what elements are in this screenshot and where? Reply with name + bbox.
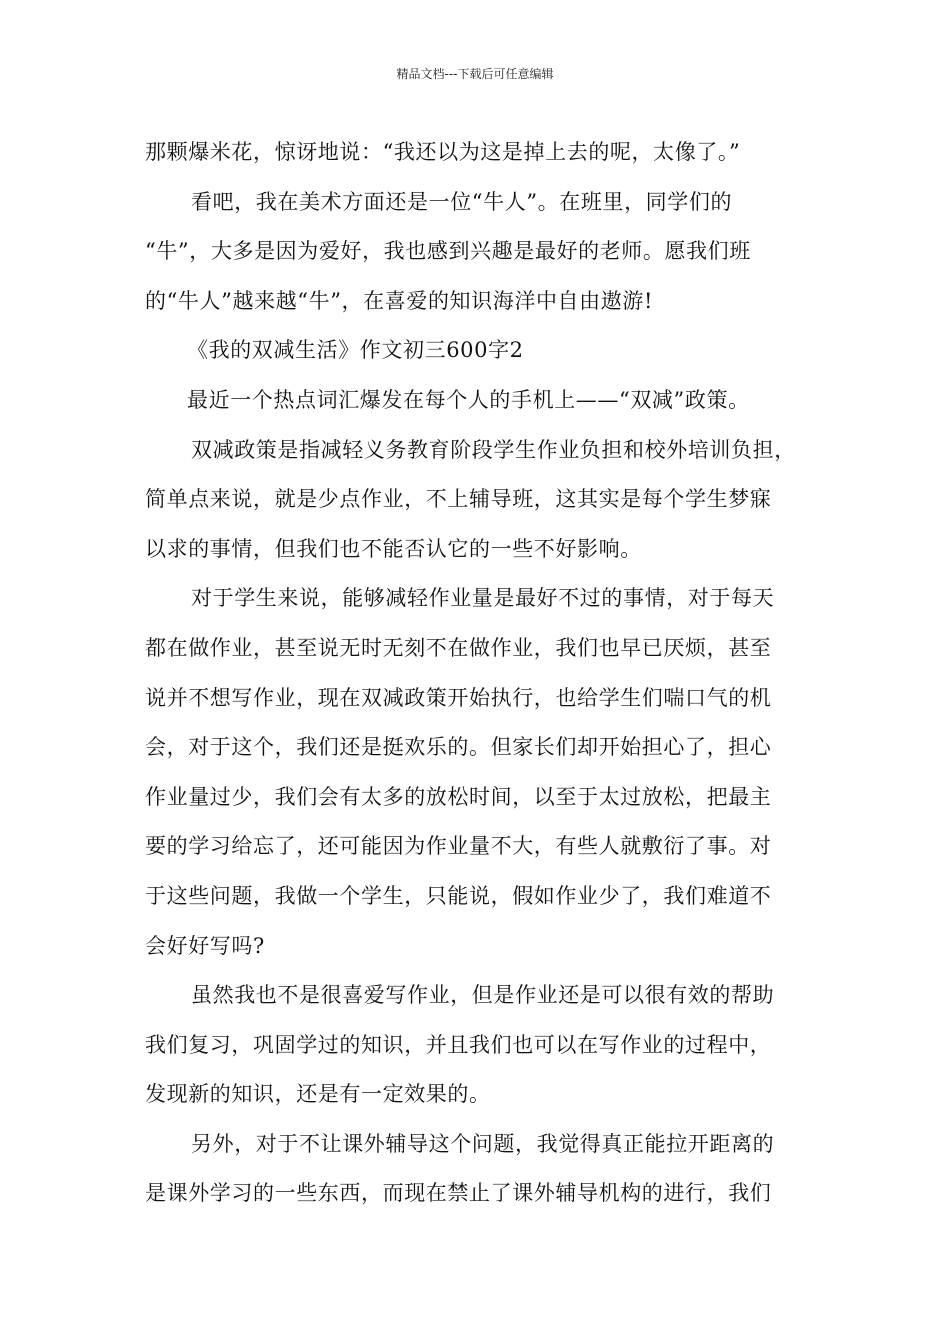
text-line: 看吧，我在美术方面还是一位“牛人”。在班里，同学们的 [191,189,733,214]
text-line: 最近一个热点词汇爆发在每个人的手机上——“双减”政策。 [187,387,750,412]
text-line: 作业量过少，我们会有太多的放松时间，以至于太过放松，把最主 [145,784,772,809]
text-line: 发现新的知识，还是有一定效果的。 [145,1082,491,1107]
page-header: 精品文档---下载后可任意编辑 [396,67,554,81]
text-line: 对于学生来说，能够减轻作业量是最好不过的事情，对于每天 [191,586,775,611]
text-line: “牛”，大多是因为爱好，我也感到兴趣是最好的老师。愿我们班 [145,239,751,264]
text-line: 以求的事情，但我们也不能否认它的一些不好影响。 [145,536,642,561]
text-line: 会好好写吗? [145,933,265,958]
text-line: 都在做作业，甚至说无时无刻不在做作业，我们也早已厌烦，甚至 [145,635,772,660]
text-line: 我们复习，巩固学过的知识，并且我们也可以在写作业的过程中， [145,1032,772,1057]
text-line: 说并不想写作业，现在双减政策开始执行，也给学生们喘口气的机 [145,685,772,710]
section-title: 《我的双减生活》作文初三600字2 [187,338,524,363]
text-line: 另外，对于不让课外辅导这个问题，我觉得真正能拉开距离的 [191,1131,775,1156]
text-line: 双减政策是指减轻义务教育阶段学生作业负担和校外培训负担， [191,437,796,462]
text-line: 于这些问题，我做一个学生，只能说，假如作业少了，我们难道不 [145,883,772,908]
text-line: 要的学习给忘了，还可能因为作业量不大，有些人就敷衍了事。对 [145,834,772,859]
text-line: 简单点来说，就是少点作业，不上辅导班，这其实是每个学生梦寐 [145,487,772,512]
text-line: 那颗爆米花，惊讶地说：“我还以为这是掉上去的呢，太像了。” [145,140,741,164]
document-body [145,128,825,1219]
text-line: 的“牛人”越来越“牛”，在喜爱的知识海洋中自由遨游! [145,288,653,313]
text-line: 虽然我也不是很喜爱写作业，但是作业还是可以很有效的帮助 [191,983,775,1008]
text-line: 会，对于这个，我们还是挺欢乐的。但家长们却开始担心了，担心 [145,735,772,760]
text-line: 是课外学习的一些东西，而现在禁止了课外辅导机构的进行，我们 [145,1181,772,1206]
